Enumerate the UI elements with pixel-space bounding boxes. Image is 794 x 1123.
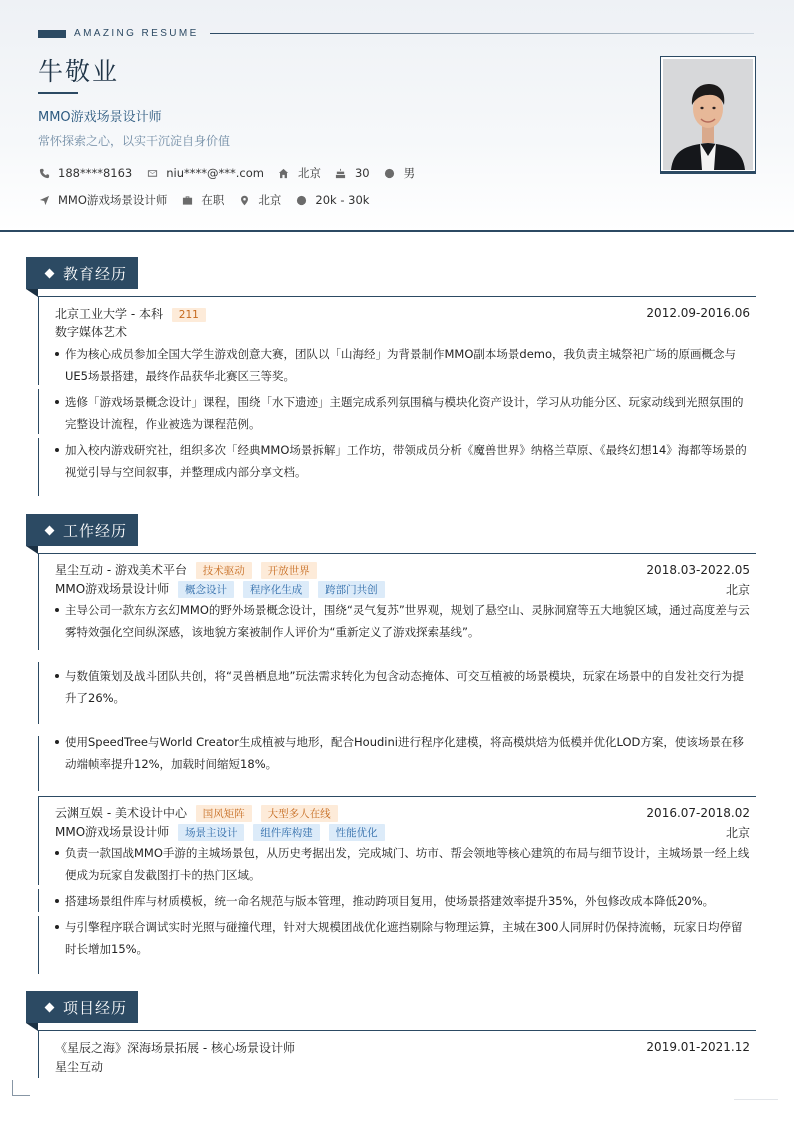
bullet-text: 与数值策划及战斗团队共创，将“灵兽栖息地”玩法需求转化为包含动态掩体、可交互植被的场景模块，玩家在场景中的自发社交行为提升了26%。 bbox=[65, 669, 744, 705]
gender-text: 男 bbox=[403, 166, 416, 180]
bullet-text: 加入校内游戏研究社，组织多次「经典MMO场景拆解」工作坊，带领成员分析《魔兽世界》纳格兰草原、《最终幻想14》海都等场景的视觉引导与空间叙事，并整理成内部分享文档。 bbox=[65, 443, 747, 479]
work-header bbox=[39, 805, 756, 821]
project-company-row bbox=[39, 1058, 756, 1074]
phone-icon bbox=[38, 167, 50, 179]
work-date: 2018.03-2022.05 bbox=[646, 563, 750, 577]
bullet-dot bbox=[55, 851, 59, 855]
project-name: 《星辰之海》深海场景拓展 - 核心场景设计师 bbox=[55, 1040, 295, 1055]
intent-city-text: 北京 bbox=[258, 193, 282, 207]
send-icon bbox=[38, 194, 50, 206]
bullet-text: 选修「游戏场景概念设计」课程，围绕「水下遗迹」主题完成系列氛围稿与模块化资产设计，学习从功能分区、玩家动线到光照氛围的完整设计流程，作业被选为课程范例。 bbox=[65, 395, 744, 431]
work-bullet bbox=[39, 842, 756, 886]
brand-bar bbox=[38, 30, 66, 38]
residence-text: 北京 bbox=[297, 166, 321, 180]
bullet-text: 作为核心成员参加全国大学生游戏创意大赛，团队以「山海经」为背景制作MMO副本场景demo，我负责主城祭祀广场的原画概念与UE5场景搭建，最终作品获华北赛区三等奖。 bbox=[65, 347, 737, 383]
company-name: 云渊互娱 - 美术设计中心 bbox=[55, 806, 187, 820]
section-fold bbox=[26, 1023, 38, 1031]
education-bullet bbox=[39, 391, 756, 435]
company-tag: 开放世界 bbox=[261, 562, 317, 579]
school-line bbox=[55, 305, 206, 322]
salary-item bbox=[295, 193, 369, 207]
company-name: 星尘互动 - 游戏美术平台 bbox=[55, 563, 187, 577]
bullet-gap bbox=[38, 650, 41, 662]
profile-photo bbox=[663, 59, 753, 170]
education-bullet bbox=[39, 439, 756, 483]
section-education-tab bbox=[26, 257, 138, 289]
email-item bbox=[146, 166, 264, 180]
bullet-text: 与引擎程序联合调试实时光照与碰撞代理，针对大规模团战优化遮挡剔除与物理运算，主城在300人同屏时仍保持流畅，玩家日均停留时长增加15%。 bbox=[65, 920, 743, 956]
salary-icon bbox=[295, 194, 307, 206]
work-block-2 bbox=[38, 796, 756, 974]
work-date: 2016.07-2018.02 bbox=[646, 806, 750, 820]
education-header bbox=[39, 305, 756, 321]
name-underline bbox=[38, 92, 78, 94]
job-title: MMO游戏场景设计师 bbox=[38, 110, 162, 125]
education-date: 2012.09-2016.06 bbox=[646, 306, 750, 320]
project-company: 星尘互动 bbox=[55, 1059, 104, 1074]
section-title: 项目经历 bbox=[63, 998, 128, 1017]
motto: 常怀探索之心，以实干沉淀自身价值 bbox=[38, 134, 231, 148]
job-intent-row bbox=[38, 192, 383, 208]
intent-position-item bbox=[38, 192, 167, 208]
role-tag: 跨部门共创 bbox=[318, 581, 385, 598]
work-bullet bbox=[39, 665, 756, 709]
bullet-text: 主导公司一款东方玄幻MMO的野外场景概念设计，围绕“灵气复苏”世界观，规划了悬空山、灵脉洞窟等五大地貌区域，通过高度差与云雾特效强化空间纵深感，该地貌方案被制作人评价为“重新定义了游戏探索基线”。 bbox=[65, 603, 750, 639]
education-major: 数字媒体艺术 bbox=[55, 324, 128, 339]
photo-base-bar bbox=[660, 171, 756, 174]
role-tag: 场景主设计 bbox=[178, 824, 245, 841]
section-fold bbox=[26, 289, 38, 297]
phone-text: 188****8163 bbox=[58, 166, 133, 180]
phone-item bbox=[38, 166, 132, 180]
status-item bbox=[181, 192, 224, 208]
profile-photo-frame bbox=[660, 56, 756, 173]
bullet-gap bbox=[38, 724, 41, 736]
bullet-gap bbox=[38, 434, 41, 438]
role-line bbox=[55, 580, 385, 598]
bullet-dot bbox=[55, 400, 59, 404]
age-text: 30 bbox=[354, 166, 370, 180]
education-bullet bbox=[39, 343, 756, 387]
bullet-dot bbox=[55, 608, 59, 612]
work-role-row bbox=[39, 824, 756, 840]
bullet-dot bbox=[55, 899, 59, 903]
gender-icon bbox=[384, 167, 396, 179]
bullet-gap bbox=[38, 912, 41, 916]
salary-text: 20k - 30k bbox=[315, 193, 370, 207]
role-tag: 程序化生成 bbox=[243, 581, 310, 598]
bullet-text: 负责一款国战MMO手游的主城场景包，从历史考据出发，完成城门、坊市、帮会领地等核心建筑的布局与细节设计，主城场景一经上线便成为玩家自发截图打卡的热门区域。 bbox=[65, 846, 750, 882]
work-header bbox=[39, 562, 756, 578]
footer-line bbox=[734, 1099, 778, 1100]
work-city: 北京 bbox=[725, 825, 750, 840]
section-title: 工作经历 bbox=[63, 521, 128, 540]
intent-city-item bbox=[238, 192, 281, 208]
diamond-icon bbox=[45, 525, 55, 535]
section-project-tab bbox=[26, 991, 138, 1023]
home-icon bbox=[278, 167, 290, 179]
school-tag: 211 bbox=[172, 308, 206, 322]
email-text: niu****@***.com bbox=[166, 166, 264, 180]
company-tag: 技术驱动 bbox=[196, 562, 252, 579]
intent-position-text: MMO游戏场景设计师 bbox=[58, 193, 168, 207]
contact-row bbox=[38, 165, 429, 181]
company-line bbox=[55, 561, 317, 579]
age-item bbox=[335, 166, 370, 180]
role-name: MMO游戏场景设计师 bbox=[55, 825, 170, 839]
project-date: 2019.01-2021.12 bbox=[646, 1040, 750, 1054]
work-bullet bbox=[39, 890, 756, 912]
education-major-row bbox=[39, 323, 756, 339]
briefcase-icon bbox=[181, 194, 193, 206]
role-tag: 概念设计 bbox=[178, 581, 234, 598]
education-block bbox=[38, 296, 756, 496]
role-tag: 性能优化 bbox=[329, 824, 385, 841]
bullet-dot bbox=[55, 674, 59, 678]
company-tag: 大型多人在线 bbox=[261, 805, 338, 822]
brand bbox=[38, 28, 199, 39]
bullet-dot bbox=[55, 448, 59, 452]
brand-rule bbox=[210, 33, 754, 34]
header-divider bbox=[0, 230, 794, 232]
cake-icon bbox=[335, 167, 347, 179]
candidate-name: 牛敬业 bbox=[38, 57, 120, 86]
school-name: 北京工业大学 - 本科 bbox=[55, 306, 163, 321]
role-line bbox=[55, 823, 385, 841]
company-tag: 国风矩阵 bbox=[196, 805, 252, 822]
page-corner-mark bbox=[12, 1080, 30, 1096]
bullet-text: 搭建场景组件库与材质模板，统一命名规范与版本管理，推动跨项目复用，使场景搭建效率提升35%，外包修改成本降低20%。 bbox=[65, 894, 715, 908]
work-block-1 bbox=[38, 553, 756, 791]
company-line bbox=[55, 804, 338, 822]
project-block bbox=[38, 1030, 756, 1078]
gender-item bbox=[384, 165, 416, 181]
work-bullet bbox=[39, 731, 756, 775]
work-role-row bbox=[39, 581, 756, 597]
work-city: 北京 bbox=[725, 582, 750, 597]
bullet-gap bbox=[38, 385, 41, 389]
work-bullet bbox=[39, 916, 756, 960]
diamond-icon bbox=[45, 1002, 55, 1012]
role-name: MMO游戏场景设计师 bbox=[55, 582, 170, 596]
role-tag: 组件库构建 bbox=[253, 824, 320, 841]
bullet-dot bbox=[55, 925, 59, 929]
bullet-dot bbox=[55, 352, 59, 356]
bullet-dot bbox=[55, 740, 59, 744]
mail-icon bbox=[146, 167, 158, 179]
residence-item bbox=[278, 165, 321, 181]
status-text: 在职 bbox=[201, 193, 225, 207]
section-work-tab bbox=[26, 514, 138, 546]
brand-text: AMAZING RESUME bbox=[74, 28, 199, 39]
diamond-icon bbox=[45, 268, 55, 278]
location-pin-icon bbox=[238, 194, 250, 206]
bullet-text: 使用SpeedTree与World Creator生成植被与地形，配合Houdini进行程序化建模，将高模烘焙为低模并优化LOD方案，使该场景在移动端帧率提升12%，加载时间缩短18%。 bbox=[65, 735, 744, 771]
work-bullet bbox=[39, 599, 756, 643]
section-title: 教育经历 bbox=[63, 264, 128, 283]
bullet-gap bbox=[38, 885, 41, 889]
section-fold bbox=[26, 546, 38, 554]
project-header bbox=[39, 1039, 756, 1055]
